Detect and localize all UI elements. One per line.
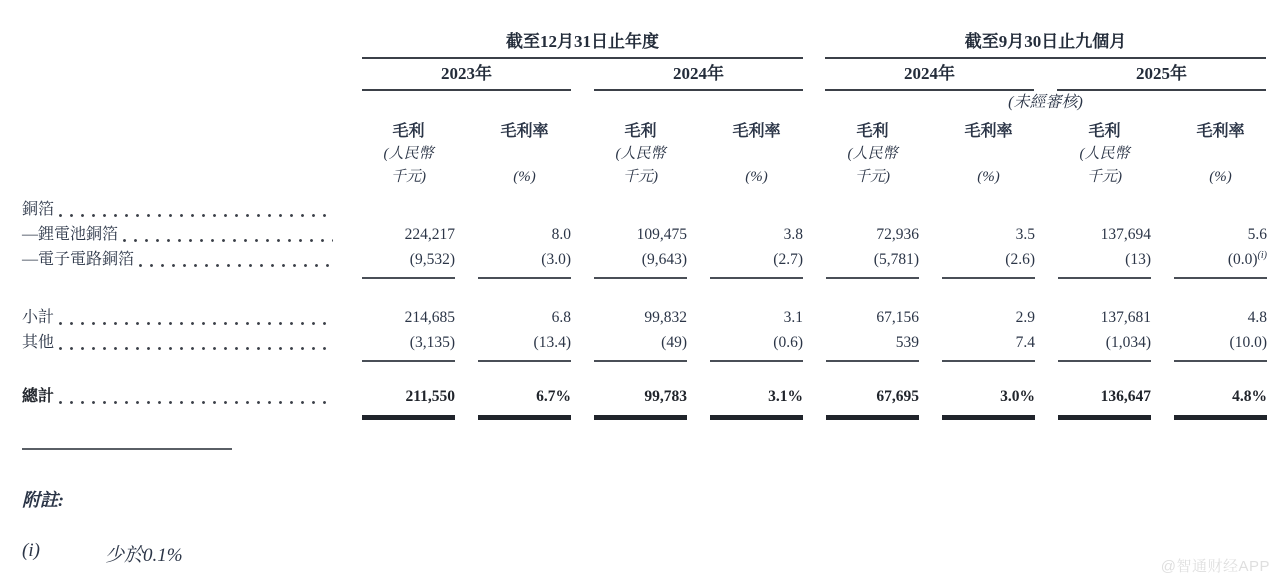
cell-value: 3.8 (783, 226, 803, 243)
year-label: 2023年 (441, 64, 492, 83)
table-row-others (22, 330, 1280, 355)
cell-value: (3.0) (541, 251, 571, 268)
col-header-profit (1058, 120, 1151, 189)
dot-leader (139, 264, 333, 267)
column-rule-row (22, 277, 1280, 279)
row-label: 總計 (22, 388, 55, 405)
cell-value: 6.7% (536, 388, 571, 405)
col-header-line: 千元) (855, 169, 890, 185)
col-header-profit (594, 120, 687, 189)
col-header-line: (%) (513, 169, 536, 185)
column-header-row (22, 120, 1280, 189)
group-rule (362, 57, 803, 59)
cell-value: 99,832 (644, 309, 687, 326)
column-rule (1058, 277, 1151, 279)
row-label: 小計 (22, 309, 55, 326)
note-item (22, 540, 1280, 567)
group-title-nine-month: 截至9月30日止九個月 (964, 32, 1127, 51)
col-header-line (710, 143, 803, 166)
double-rule (1174, 415, 1267, 420)
double-rule (594, 415, 687, 420)
col-header-line: 千元) (391, 169, 426, 185)
column-rule (942, 277, 1035, 279)
group-title-annual: 截至12月31日止年度 (506, 32, 659, 51)
cell-value: (13) (1125, 251, 1151, 268)
column-header-spacer (22, 120, 339, 189)
cell-value: 4.8% (1232, 388, 1267, 405)
note-marker: (i) (22, 540, 40, 561)
col-header-line: (%) (1209, 169, 1232, 185)
table-row-copper-foil (22, 197, 1280, 222)
cell-value: (49) (661, 334, 687, 351)
row-label-cell (22, 247, 339, 272)
col-header-line (478, 143, 571, 166)
cell-value: 3.1% (768, 388, 803, 405)
dot-leader (123, 239, 333, 242)
year-col-2023 (362, 62, 571, 91)
cell-value: (0.6) (773, 334, 803, 351)
col-group-nine-month (825, 30, 1266, 114)
table-row-lithium-battery-foil (22, 222, 1280, 247)
cell-value: (5,781) (873, 251, 919, 268)
note-text: 少於0.1% (105, 545, 183, 566)
unaudited-note: (未經審核) (1008, 94, 1083, 111)
cell-value: (2.7) (773, 251, 803, 268)
col-header-margin (942, 120, 1035, 189)
cell-value: 137,681 (1100, 309, 1151, 326)
cell-value (362, 197, 455, 222)
col-header-line: 毛利率 (964, 123, 1013, 140)
row-label-cell (22, 305, 339, 330)
cell-value: 539 (895, 334, 919, 351)
group-rule (825, 57, 1266, 59)
cell-value: (10.0) (1229, 334, 1267, 351)
cell-value (942, 197, 1035, 222)
col-header-line: 千元) (1087, 169, 1122, 185)
group-note (362, 92, 803, 114)
dot-leader (59, 322, 333, 325)
dot-leader (59, 401, 333, 404)
double-rule (478, 415, 571, 420)
row-label: —電子電路銅箔 (22, 251, 135, 268)
cell-value: 2.9 (1015, 309, 1035, 326)
column-rule (362, 277, 455, 279)
year-label: 2025年 (1136, 64, 1187, 83)
cell-value (478, 197, 571, 222)
col-header-margin (478, 120, 571, 189)
column-rule (1174, 277, 1267, 279)
column-rule (1058, 360, 1151, 362)
year-col-2025 (1057, 62, 1266, 91)
year-rule (825, 89, 1034, 91)
column-rule (942, 360, 1035, 362)
year-row (825, 62, 1266, 91)
double-rule (1058, 415, 1151, 420)
cell-value: (3,135) (409, 334, 455, 351)
cell-value: 109,475 (636, 226, 687, 243)
col-header-line: (%) (745, 169, 768, 185)
cell-value: (13.4) (533, 334, 571, 351)
col-header-profit (362, 120, 455, 189)
col-header-line: 毛利率 (1196, 123, 1245, 140)
column-rule (478, 360, 571, 362)
column-rule-row (22, 360, 1280, 362)
row-label-cell (22, 222, 339, 247)
cell-value: 67,156 (876, 309, 919, 326)
column-rule (362, 360, 455, 362)
col-header-line (942, 143, 1035, 166)
double-rule (826, 415, 919, 420)
col-header-line: 毛利 (1088, 123, 1121, 140)
double-rule (942, 415, 1035, 420)
col-header-line: (人民幣 (383, 146, 434, 162)
year-col-2024-interim (825, 62, 1034, 91)
cell-value: 136,647 (1100, 388, 1151, 405)
col-header-line: 毛利率 (732, 123, 781, 140)
cell-value: 99,783 (644, 388, 687, 405)
col-header-line: (人民幣 (847, 146, 898, 162)
cell-value: 214,685 (404, 309, 455, 326)
col-header-margin (1174, 120, 1267, 189)
footnote-separator (22, 448, 232, 450)
year-rule (362, 89, 571, 91)
cell-value (1174, 197, 1267, 222)
cell-value: 137,694 (1100, 226, 1151, 243)
total-double-rule-row (22, 413, 1280, 420)
dot-leader (59, 347, 333, 350)
cell-value: (9,532) (409, 251, 455, 268)
column-rule (594, 277, 687, 279)
cell-value (710, 197, 803, 222)
cell-value: 72,936 (876, 226, 919, 243)
column-rule (478, 277, 571, 279)
cell-value: 6.8 (551, 309, 571, 326)
cell-value: 8.0 (551, 226, 571, 243)
cell-value: (2.6) (1005, 251, 1035, 268)
year-label: 2024年 (904, 64, 955, 83)
col-header-line: (人民幣 (1079, 146, 1130, 162)
col-header-line: (%) (977, 169, 1000, 185)
row-label: —鋰電池銅箔 (22, 226, 119, 243)
row-label-cell (22, 197, 339, 222)
column-rule (826, 277, 919, 279)
cell-value-with-footnote (1174, 247, 1267, 272)
column-rule (1174, 360, 1267, 362)
cell-value (826, 197, 919, 222)
row-label: 其他 (22, 334, 55, 351)
footnote-ref: (i) (1257, 249, 1267, 261)
cell-value (594, 197, 687, 222)
column-rule (594, 360, 687, 362)
row-label-cell (22, 384, 339, 409)
year-row (362, 62, 803, 91)
cell-value: 3.0% (1000, 388, 1035, 405)
col-header-line: (人民幣 (615, 146, 666, 162)
watermark: @智通财经APP (1160, 558, 1270, 575)
cell-value: (0.0) (1227, 251, 1258, 268)
year-rule (594, 89, 803, 91)
cell-value: (1,034) (1105, 334, 1151, 351)
dot-leader (59, 214, 333, 217)
col-header-margin (710, 120, 803, 189)
cell-value: 67,695 (876, 388, 919, 405)
table-row-subtotal (22, 305, 1280, 330)
cell-value (1058, 197, 1151, 222)
cell-value: 5.6 (1247, 226, 1267, 243)
cell-value: (9,643) (641, 251, 687, 268)
cell-value: 211,550 (405, 388, 455, 405)
period-group-header-row (362, 30, 1280, 114)
cell-value: 224,217 (404, 226, 455, 243)
col-header-line: 毛利 (856, 123, 889, 140)
col-group-annual (362, 30, 803, 114)
cell-value: 4.8 (1247, 309, 1267, 326)
cell-value: 3.1 (783, 309, 803, 326)
col-header-profit (826, 120, 919, 189)
year-label: 2024年 (673, 64, 724, 83)
col-header-line (1174, 143, 1267, 166)
row-label-cell (22, 330, 339, 355)
double-rule (362, 415, 455, 420)
cell-value: 3.5 (1015, 226, 1035, 243)
double-rule (710, 415, 803, 420)
col-header-line: 毛利率 (500, 123, 549, 140)
row-label: 銅箔 (22, 201, 55, 218)
cell-value: 7.4 (1015, 334, 1035, 351)
year-col-2024-annual (594, 62, 803, 91)
col-header-line: 千元) (623, 169, 658, 185)
notes-heading: 附註: (22, 490, 64, 510)
column-rule (710, 277, 803, 279)
year-rule (1057, 89, 1266, 91)
col-header-line: 毛利 (624, 123, 657, 140)
table-row-electronic-circuit-foil (22, 247, 1280, 272)
table-row-total (22, 384, 1280, 409)
col-header-line: 毛利 (392, 123, 425, 140)
column-rule (826, 360, 919, 362)
column-rule (710, 360, 803, 362)
